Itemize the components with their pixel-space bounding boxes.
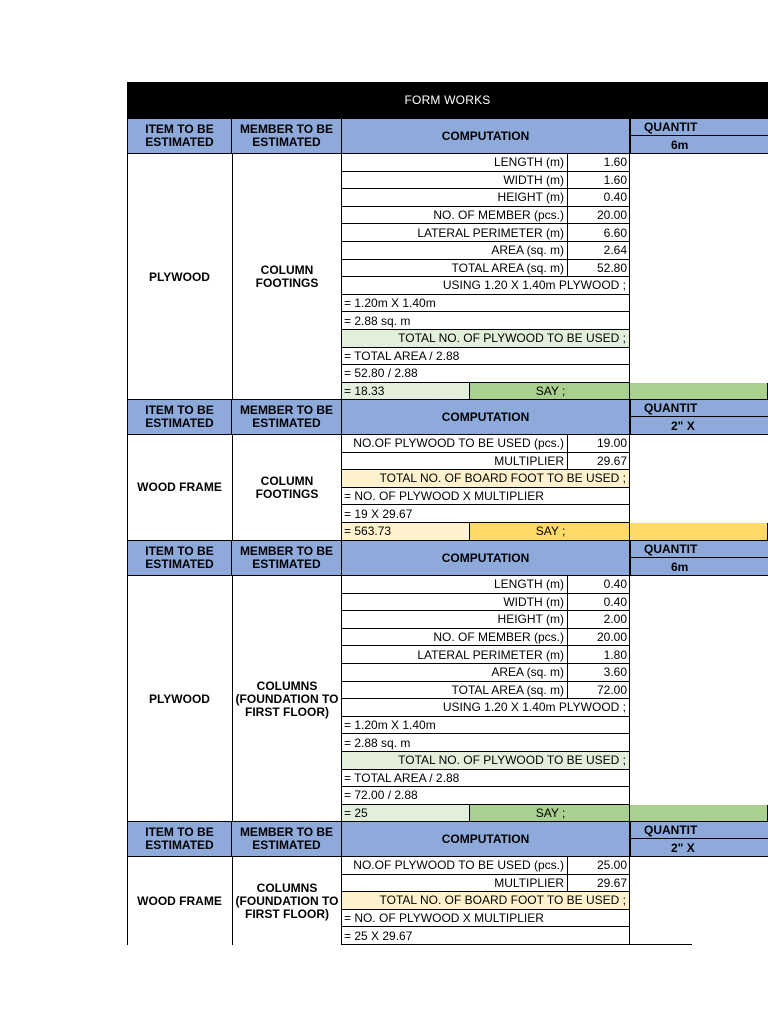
param-value: 20.00 <box>568 207 630 225</box>
param-label: WIDTH (m) <box>342 594 568 612</box>
member-name: COLUMNS (FOUNDATION TO FIRST FLOOR) <box>235 880 339 921</box>
plywood-size-note: USING 1.20 X 1.40m PLYWOOD ; <box>342 699 630 717</box>
plywood-area-line: = 2.88 sq. m <box>342 734 630 752</box>
item-name: PLYWOOD <box>149 691 210 706</box>
member-name: COLUMN FOOTINGS <box>255 473 319 501</box>
say-quantity <box>630 805 768 823</box>
item-name: WOOD FRAME <box>137 480 222 495</box>
plywood-size-note: USING 1.20 X 1.40m PLYWOOD ; <box>342 277 630 295</box>
param-label: MULTIPLIER <box>342 453 568 471</box>
grid-line-left <box>127 154 128 400</box>
header-member: MEMBER TO BE ESTIMATED <box>231 118 342 154</box>
result-value: = 18.33 <box>342 383 470 401</box>
param-label: AREA (sq. m) <box>342 664 568 682</box>
total-label: TOTAL NO. OF PLYWOOD TO BE USED ; <box>342 752 630 770</box>
grid-line-item <box>232 576 233 822</box>
param-label: TOTAL AREA (sq. m) <box>342 260 568 278</box>
header-quantity-unit: 2" X <box>630 839 768 857</box>
param-value: 25.00 <box>568 857 630 875</box>
param-value: 0.40 <box>568 576 630 594</box>
plywood-area-line: = 2.88 sq. m <box>342 312 630 330</box>
param-value: 72.00 <box>568 682 630 700</box>
plywood-area-line: = 1.20m X 1.40m <box>342 295 630 313</box>
member-name: COLUMNS (FOUNDATION TO FIRST FLOOR) <box>235 678 339 719</box>
param-value: 1.60 <box>568 172 630 190</box>
header-computation: COMPUTATION <box>341 399 630 435</box>
param-label: NO.OF PLYWOOD TO BE USED (pcs.) <box>342 435 568 453</box>
param-value: 1.80 <box>568 646 630 664</box>
header-quantity: QUANTIT <box>630 821 768 839</box>
param-value: 2.64 <box>568 242 630 260</box>
grid-line-left <box>127 576 128 822</box>
header-member: MEMBER TO BE ESTIMATED <box>231 821 342 857</box>
header-computation: COMPUTATION <box>341 540 630 576</box>
grid-line-member <box>341 576 342 822</box>
header-computation: COMPUTATION <box>341 821 630 857</box>
param-label: LATERAL PERIMETER (m) <box>342 646 568 664</box>
param-value: 29.67 <box>568 453 630 471</box>
param-value: 3.60 <box>568 664 630 682</box>
param-label: NO.OF PLYWOOD TO BE USED (pcs.) <box>342 857 568 875</box>
say-label: SAY ; <box>470 383 630 401</box>
param-label: LENGTH (m) <box>342 154 568 172</box>
grid-line-member <box>341 154 342 400</box>
say-quantity <box>630 523 768 541</box>
result-value: = 563.73 <box>342 523 470 541</box>
param-label: MULTIPLIER <box>342 875 568 893</box>
member-name: COLUMN FOOTINGS <box>255 263 319 291</box>
calc-line: = 52.80 / 2.88 <box>342 365 630 383</box>
param-value: 6.60 <box>568 224 630 242</box>
param-label: HEIGHT (m) <box>342 611 568 629</box>
param-label: NO. OF MEMBER (pcs.) <box>342 629 568 647</box>
grid-line-item <box>232 857 233 945</box>
param-label: LENGTH (m) <box>342 576 568 594</box>
plywood-area-line: = 1.20m X 1.40m <box>342 717 630 735</box>
calc-line: = TOTAL AREA / 2.88 <box>342 770 630 788</box>
total-label: TOTAL NO. OF PLYWOOD TO BE USED ; <box>342 330 630 348</box>
grid-line-item <box>232 435 233 541</box>
header-computation: COMPUTATION <box>341 118 630 154</box>
param-label: HEIGHT (m) <box>342 189 568 207</box>
say-label: SAY ; <box>470 805 630 823</box>
param-value: 19.00 <box>568 435 630 453</box>
header-item: ITEM TO BE ESTIMATED <box>127 118 232 154</box>
grid-line-item <box>232 154 233 400</box>
grid-line-bottom <box>630 944 692 945</box>
header-quantity: QUANTIT <box>630 118 768 136</box>
calc-line: = NO. OF PLYWOOD X MULTIPLIER <box>342 910 630 928</box>
calc-line: = 72.00 / 2.88 <box>342 787 630 805</box>
result-value: = 25 <box>342 805 470 823</box>
grid-line-left <box>127 435 128 541</box>
sheet-title: FORM WORKS <box>127 82 768 118</box>
header-member: MEMBER TO BE ESTIMATED <box>231 540 342 576</box>
calc-line: = 25 X 29.67 <box>342 927 630 945</box>
param-value: 1.60 <box>568 154 630 172</box>
header-member: MEMBER TO BE ESTIMATED <box>231 399 342 435</box>
param-value: 0.40 <box>568 594 630 612</box>
total-label: TOTAL NO. OF BOARD FOOT TO BE USED ; <box>342 470 630 488</box>
header-quantity-unit: 2" X <box>630 417 768 435</box>
grid-line-member <box>341 857 342 945</box>
say-label: SAY ; <box>470 523 630 541</box>
param-value: 29.67 <box>568 875 630 893</box>
item-name: WOOD FRAME <box>137 893 222 908</box>
param-label: NO. OF MEMBER (pcs.) <box>342 207 568 225</box>
param-value: 20.00 <box>568 629 630 647</box>
calc-line: = 19 X 29.67 <box>342 505 630 523</box>
param-value: 0.40 <box>568 189 630 207</box>
param-value: 52.80 <box>568 260 630 278</box>
grid-line-left <box>127 857 128 945</box>
header-quantity: QUANTIT <box>630 399 768 417</box>
param-label: TOTAL AREA (sq. m) <box>342 682 568 700</box>
total-label: TOTAL NO. OF BOARD FOOT TO BE USED ; <box>342 892 630 910</box>
header-item: ITEM TO BE ESTIMATED <box>127 399 232 435</box>
say-quantity <box>630 383 768 401</box>
param-label: WIDTH (m) <box>342 172 568 190</box>
param-label: AREA (sq. m) <box>342 242 568 260</box>
header-quantity-unit: 6m <box>630 558 768 576</box>
param-value: 2.00 <box>568 611 630 629</box>
header-item: ITEM TO BE ESTIMATED <box>127 821 232 857</box>
item-name: PLYWOOD <box>149 269 210 284</box>
calc-line: = TOTAL AREA / 2.88 <box>342 348 630 366</box>
header-item: ITEM TO BE ESTIMATED <box>127 540 232 576</box>
calc-line: = NO. OF PLYWOOD X MULTIPLIER <box>342 488 630 506</box>
param-label: LATERAL PERIMETER (m) <box>342 224 568 242</box>
header-quantity-unit: 6m <box>630 136 768 154</box>
header-quantity: QUANTIT <box>630 540 768 558</box>
grid-line-member <box>341 435 342 541</box>
